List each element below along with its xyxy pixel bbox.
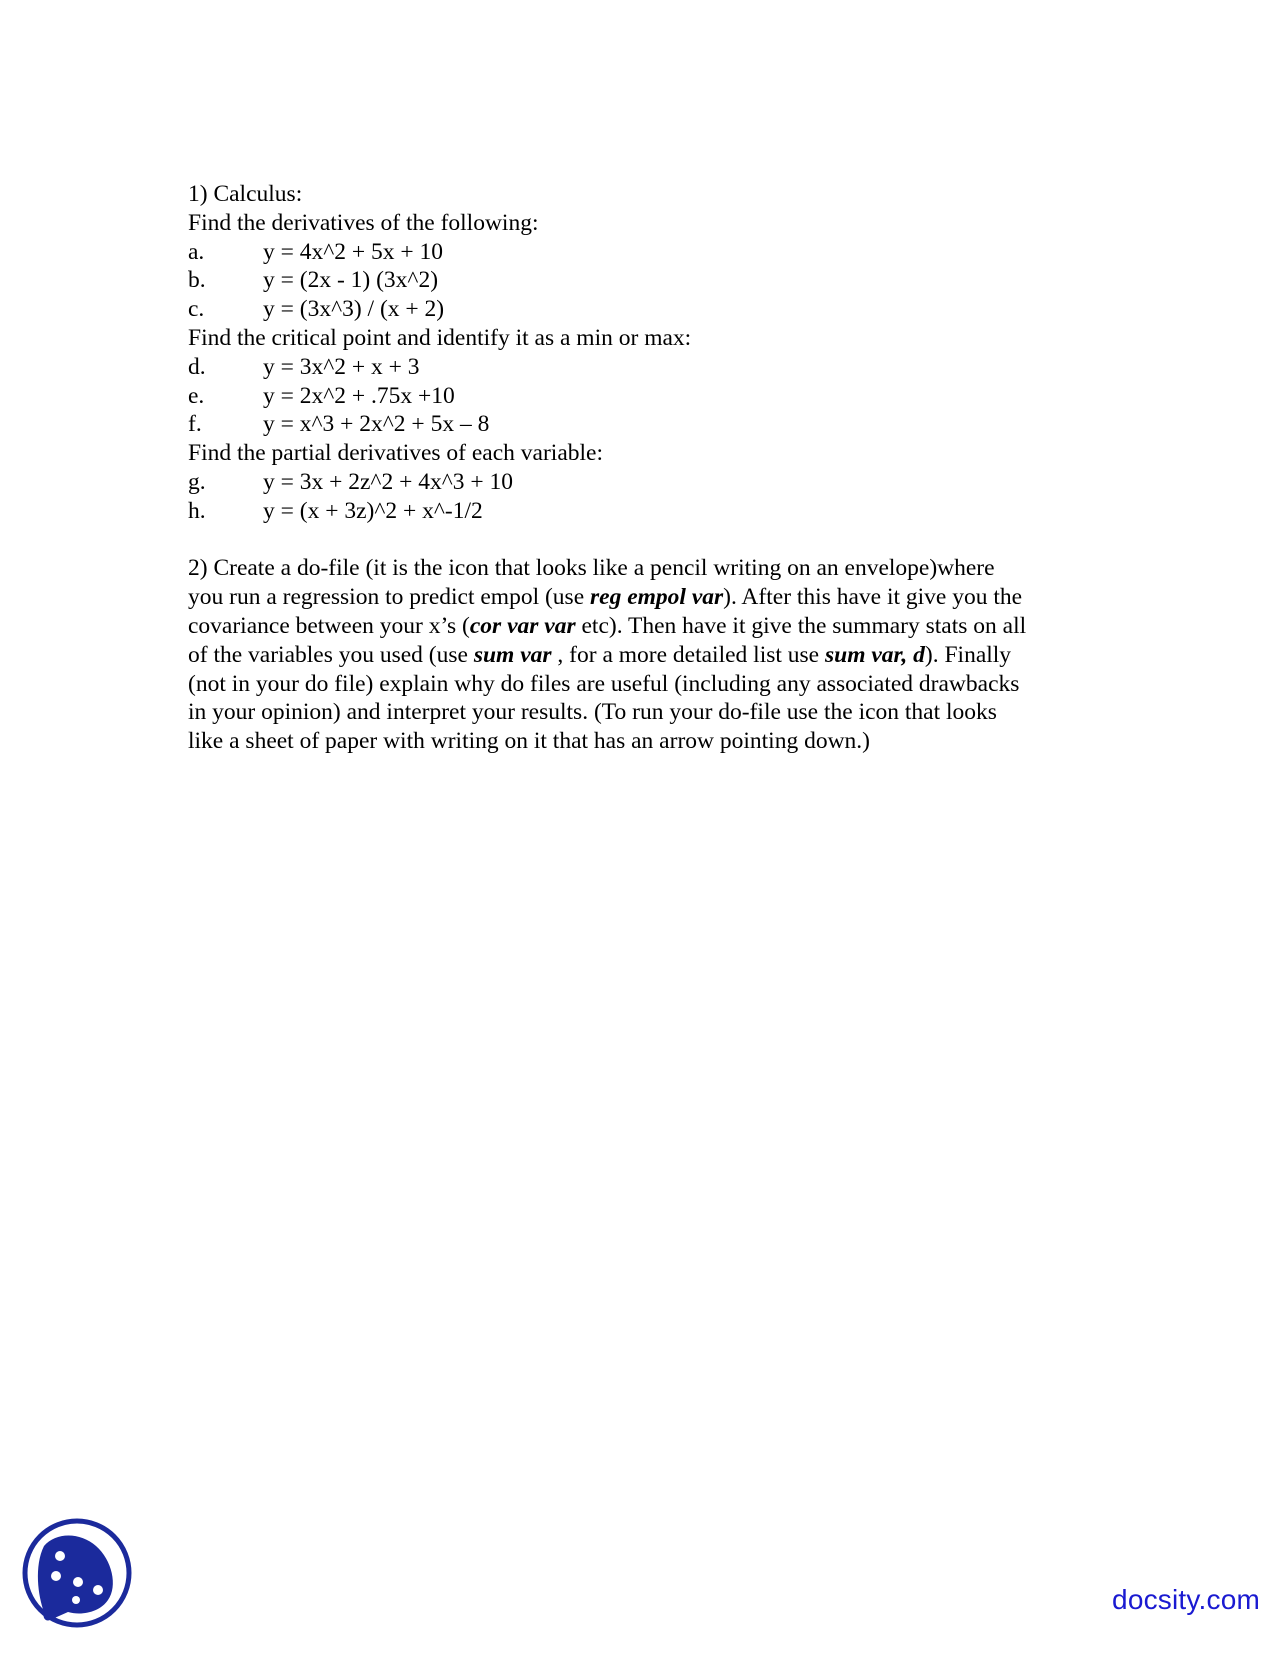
text-run: covariance between your x’s ( — [188, 612, 470, 639]
item-expression: y = (3x^3) / (x + 2) — [263, 296, 445, 323]
list-item — [188, 353, 1108, 382]
command-sum-detail: sum var, d — [824, 641, 925, 668]
item-label: g. — [188, 468, 206, 495]
item-label: d. — [188, 353, 206, 380]
item-expression: y = 3x + 2z^2 + 4x^3 + 10 — [263, 468, 513, 495]
item-label: e. — [188, 382, 205, 409]
list-item — [188, 238, 1108, 267]
item-expression: y = (x + 3z)^2 + x^-1/2 — [263, 497, 483, 524]
item-expression: y = 2x^2 + .75x +10 — [263, 382, 455, 409]
text-run: , for a more detailed list use — [551, 641, 825, 668]
item-label: a. — [188, 238, 205, 265]
list-item — [188, 266, 1108, 295]
command-cor: cor var var — [469, 612, 576, 639]
text-run: ). After this have it give you the — [723, 584, 1023, 611]
text-run: you run a regression to predict empol (use — [188, 584, 591, 611]
paragraph-line: 2) Create a do-file (it is the icon that looks like a pencil writing on an envelope)where — [188, 555, 995, 582]
item-label: h. — [188, 497, 206, 524]
derivatives-intro: Find the derivatives of the following: — [188, 209, 539, 236]
list-item — [188, 382, 1108, 411]
item-expression: y = (2x - 1) (3x^2) — [263, 267, 439, 294]
command-sum: sum var — [473, 641, 552, 668]
item-label: f. — [188, 411, 202, 438]
item-label: b. — [188, 267, 206, 294]
item-label: c. — [188, 296, 205, 323]
section1-heading: 1) Calculus: — [188, 181, 303, 207]
section2-paragraph — [188, 554, 1108, 756]
list-item — [188, 295, 1108, 324]
text-run: of the variables you used (use — [188, 641, 474, 668]
partial-intro: Find the partial derivatives of each variable: — [188, 440, 604, 467]
item-expression: y = 3x^2 + x + 3 — [263, 353, 420, 380]
paragraph-line — [188, 583, 1108, 612]
document-body — [188, 180, 1108, 756]
item-expression: y = x^3 + 2x^2 + 5x – 8 — [263, 411, 490, 438]
paragraph-line: in your opinion) and interpret your results. (To run your do-file use the icon that looks — [188, 699, 997, 726]
text-run: ). Finally — [924, 641, 1012, 668]
command-reg-empol: reg empol var — [590, 584, 724, 611]
docsity-brand-link[interactable]: docsity.com — [1112, 1584, 1260, 1615]
list-item — [188, 468, 1108, 497]
text-run: etc). Then have it give the summary stats on all — [575, 612, 1027, 639]
critical-intro: Find the critical point and identify it as a min or max: — [188, 324, 692, 351]
paragraph-line — [188, 641, 1108, 670]
paragraph-line — [188, 612, 1108, 641]
paragraph-line: (not in your do file) explain why do files are useful (including any associated drawbacks — [188, 670, 1020, 697]
item-expression: y = 4x^2 + 5x + 10 — [263, 238, 444, 265]
list-item — [188, 497, 1108, 526]
docsity-logo-icon — [20, 1516, 134, 1630]
paragraph-line: like a sheet of paper with writing on it that has an arrow pointing down.) — [188, 728, 870, 755]
list-item — [188, 410, 1108, 439]
